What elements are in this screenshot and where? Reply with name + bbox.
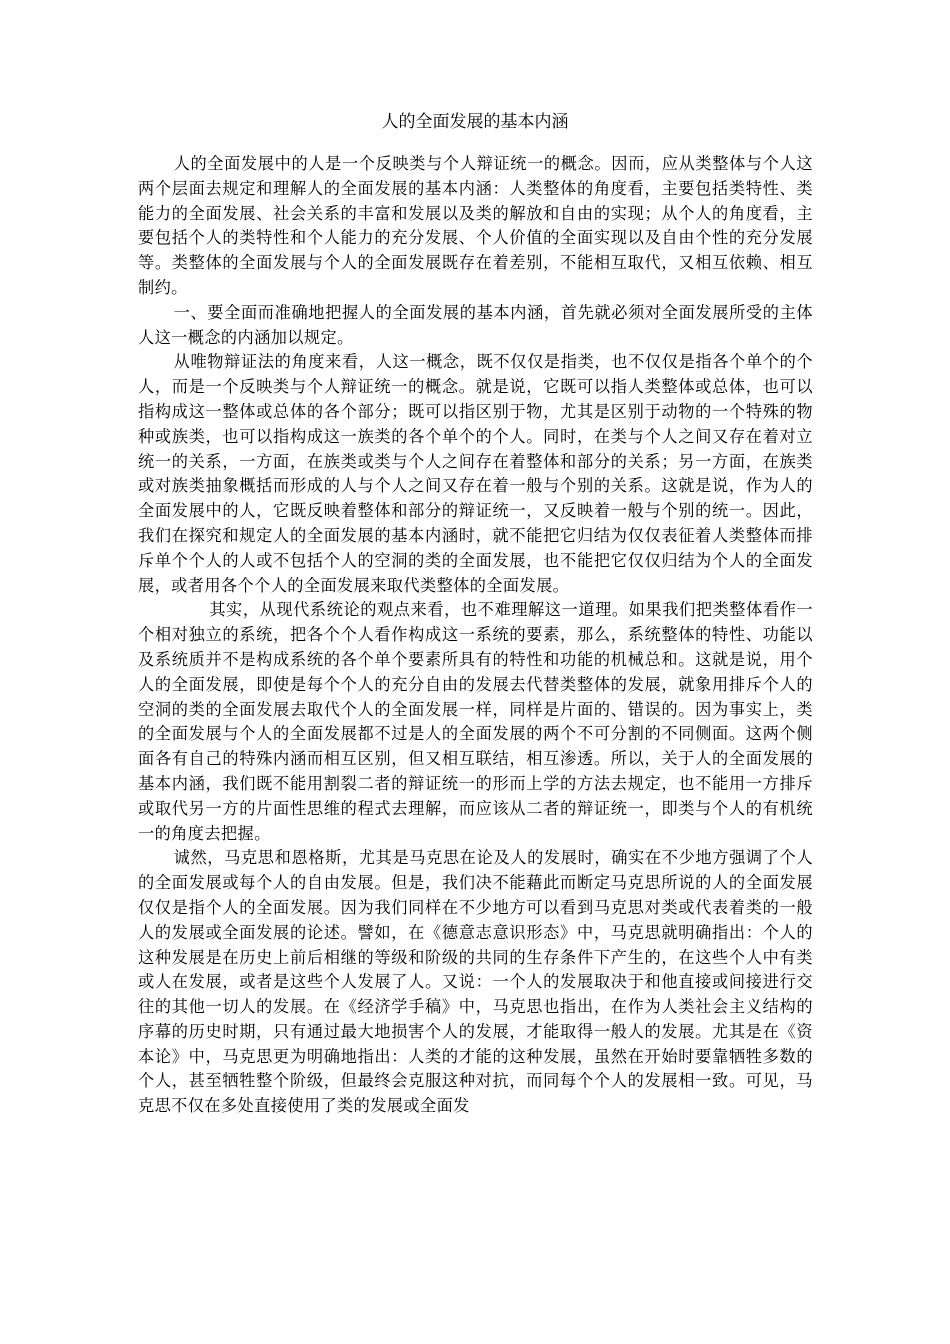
paragraph: 从唯物辩证法的角度来看，人这一概念，既不仅仅是指类，也不仅仅是指各个单个的个人，而是一个反映类与个人辩证统一的概念。就是说，它既可以指人类整体或总体，也可以指构成这一整体或总体的各个部分；既可以指区别于物，尤其是区别于动物的一个特殊的物种或族类，也可以指构成这一族类的各个单个的个人。同时，在类与个人之间又存在着对立统一的关系，一方面，在族类或类与个人之间存在着整体和部分的关系；另一方面，在族类或对族类抽象概括而形成的人与个人之间又存在着一般与个别的关系。这就是说，作为人的全面发展中的人，它既反映着整体和部分的辩证统一，又反映着一般与个别的统一。因此，我们在探究和规定人的全面发展的基本内涵时，就不能把它归结为仅仅表征着人类整体而排斥单个个人的人或不包括个人的空洞的类的全面发展，也不能把它仅仅归结为个人的全面发展，或者用各个个人的全面发展来取代类整体的全面发展。 (138, 352, 813, 595)
document-body (138, 152, 813, 1119)
paragraph: 一、要全面而准确地把握人的全面发展的基本内涵，首先就必须对全面发展所受的主体人这一概念的内涵加以规定。 (138, 302, 813, 347)
paragraph: 诚然，马克思和恩格斯，尤其是马克思在论及人的发展时，确实在不少地方强调了个人的全面发展或每个人的自由发展。但是，我们决不能藉此而断定马克思所说的人的全面发展仅仅是指个人的全面发展。因为我们同样在不少地方可以看到马克思对类或代表着类的一般人的发展或全面发展的论述。譬如，在《德意志意识形态》中，马克思就明确指出：个人的这种发展是在历史上前后相继的等级和阶级的共同的生存条件下产生的，在这些个人中有类或人在发展，或者是这些个人发展了人。又说：一个人的发展取决于和他直接或间接进行交往的其他一切人的发展。在《经济学手稿》中，马克思也指出，在作为人类社会主义结构的序幕的历史时期，只有通过最大地损害个人的发展，才能取得一般人的发展。尤其是在《资本论》中，马克思更为明确地指出：人类的才能的这种发展，虽然在开始时要靠牺牲多数的个人，甚至牺牲整个阶级，但最终会克服这种对抗，而同每个个人的发展相一致。可见，马克思不仅在多处直接使用了类的发展或全面发 (138, 848, 813, 1116)
document-title: 人的全面发展的基本内涵 (381, 112, 569, 132)
paragraph: 其实，从现代系统论的观点来看，也不难理解这一道理。如果我们把类整体看作一个相对独立的系统，把各个个人看作构成这一系统的要素，那么，系统整体的特性、功能以及系统质并不是构成系统的各个单个要素所具有的特性和功能的机械总和。这就是说，用个人的全面发展，即使是每个个人的充分自由的发展去代替类整体的发展，就象用排斥个人的空洞的类的全面发展去取代个人的全面发展一样，同样是片面的、错误的。因为事实上，类的全面发展与个人的全面发展都不过是人的全面发展的两个不可分割的不同侧面。这两个侧面各有自己的特殊内涵而相互区别，但又相互联结，相互渗透。所以，关于人的全面发展的基本内涵，我们既不能用割裂二者的辩证统一的形而上学的方法去规定，也不能用一方排斥或取代另一方的片面性思维的程式去理解，而应该从二者的辩证统一，即类与个人的有机统一的角度去把握。 (138, 600, 813, 843)
paragraph: 人的全面发展中的人是一个反映类与个人辩证统一的概念。因而，应从类整体与个人这两个层面去规定和理解人的全面发展的基本内涵：人类整体的角度看，主要包括类特性、类能力的全面发展、社会关系的丰富和发展以及类的解放和自由的实现；从个人的角度看，主要包括个人的类特性和个人能力的充分发展、个人价值的全面实现以及自由个性的充分发展等。类整体的全面发展与个人的全面发展既存在着差别，不能相互取代，又相互依赖、相互制约。 (138, 154, 813, 297)
